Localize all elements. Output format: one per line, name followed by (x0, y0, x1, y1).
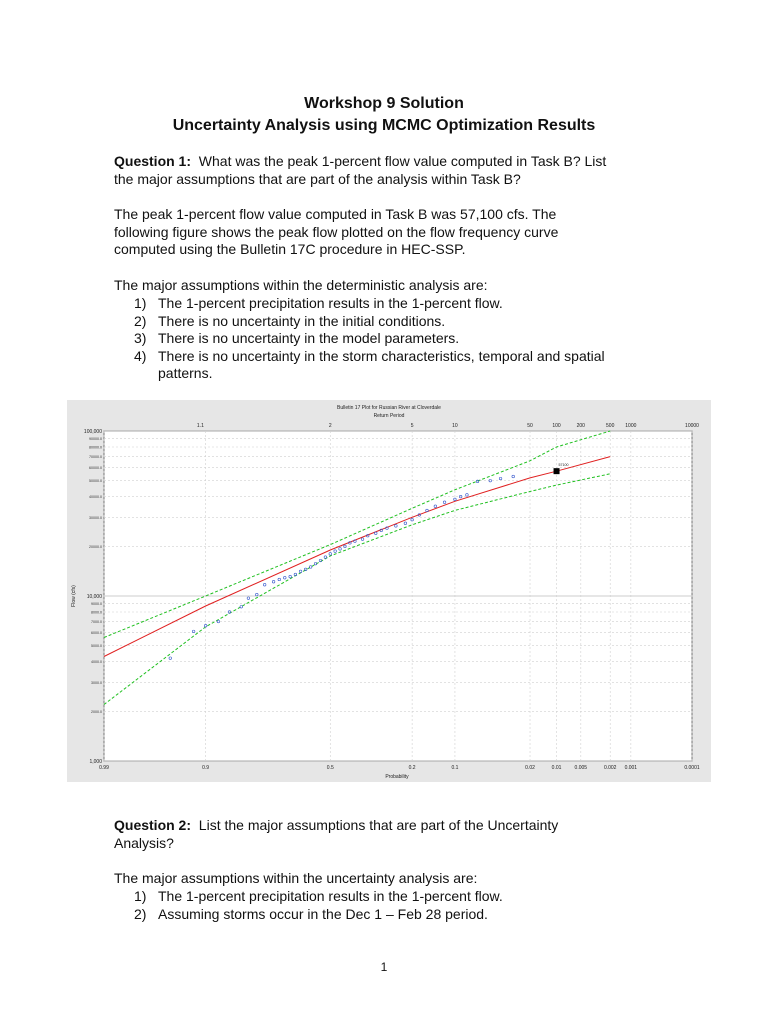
top-tick-label: 1000 (625, 423, 637, 429)
x-tick-label: 0.9 (202, 765, 210, 771)
top-tick-label: 500 (606, 423, 615, 429)
x-tick-label: 0.001 (624, 765, 638, 771)
chart-svg (67, 400, 711, 782)
list-number: 3) (134, 330, 147, 346)
assumptions-2-list (134, 888, 654, 923)
x-tick-label: 0.2 (408, 765, 416, 771)
list-item (134, 330, 654, 348)
x-tick-label: 0.002 (603, 765, 617, 771)
document-subtitle: Uncertainty Analysis using MCMC Optimization Results (172, 117, 596, 134)
list-number: 2) (134, 905, 147, 922)
list-number: 2) (134, 312, 147, 329)
x-tick-label: 0.02 (525, 765, 535, 771)
question-2-text-line2: Analysis? (114, 834, 174, 851)
list-number: 1) (134, 295, 147, 311)
top-tick-label: 100 (552, 423, 561, 429)
y-tick-label: 60000.0 (89, 466, 102, 471)
page-number: 1 (380, 960, 388, 974)
list-number: 4) (134, 347, 147, 364)
list-item (134, 348, 654, 383)
y-tick-label: 20000.0 (89, 544, 102, 549)
y-tick-label: 5000.0 (91, 644, 102, 649)
top-tick-label: 2 (328, 423, 332, 429)
top-tick-label: 10000 (685, 423, 699, 429)
y-tick-label: 1,000 (89, 759, 102, 765)
x-tick-label: 0.1 (451, 765, 459, 771)
top-tick-label: 200 (576, 423, 585, 429)
list-item (134, 888, 654, 906)
y-tick-label: 100,000 (83, 429, 102, 435)
y-tick-label: 10,000 (86, 594, 102, 600)
assumptions-1-intro: The major assumptions within the deterministic analysis are: (114, 277, 488, 293)
list-text-cont: patterns. (158, 365, 213, 381)
top-axis-label: Return Period (373, 413, 405, 419)
top-tick-label: 50 (527, 423, 533, 429)
chart-title: Bulletin 17 Plot for Russian River at Cloverdale (337, 405, 441, 411)
x-tick-label: 0.01 (551, 765, 562, 771)
x-tick-label: 0.5 (326, 765, 334, 771)
x-axis-label: Probability (385, 774, 409, 780)
top-tick-label: 1.1 (196, 423, 204, 429)
question-1-text-line2: the major assumptions that are part of the analysis within Task B? (114, 170, 521, 187)
flow-frequency-chart (67, 400, 711, 782)
question-2-label: Question 2: (114, 817, 192, 833)
y-axis-label: Flow (cfs) (71, 585, 77, 607)
list-item (134, 295, 654, 313)
answer-1-line1: The peak 1-percent flow value computed in Task B was 57,100 cfs. The (114, 206, 557, 222)
y-tick-label: 90000.0 (89, 437, 102, 442)
x-tick-label: 0.005 (574, 765, 588, 771)
peak-flow-label: 57100 (558, 463, 569, 468)
y-tick-label: 3000.0 (91, 680, 102, 685)
question-1-text-line1: What was the peak 1-percent flow value computed in Task B? List (198, 153, 607, 169)
y-tick-label: 70000.0 (89, 455, 102, 460)
y-tick-label: 7000.0 (91, 620, 102, 625)
list-text: The 1-percent precipitation results in the 1-percent flow. (158, 888, 503, 904)
y-tick-label: 50000.0 (89, 479, 102, 484)
answer-1-line3: computed using the Bulletin 17C procedure in HEC-SSP. (114, 241, 466, 257)
y-tick-label: 8000.0 (91, 610, 102, 615)
list-text: There is no uncertainty in the storm characteristics, temporal and spatial (158, 347, 605, 364)
document-title: Workshop 9 Solution (304, 95, 464, 112)
list-item (134, 906, 654, 924)
y-tick-label: 2000.0 (91, 709, 102, 714)
list-text: There is no uncertainty in the model parameters. (158, 330, 460, 346)
assumptions-1-list (134, 295, 654, 383)
y-tick-label: 9000.0 (91, 602, 102, 607)
question-2 (114, 817, 654, 852)
question-1-label: Question 1: (114, 153, 192, 169)
list-text: Assuming storms occur in the Dec 1 – Feb 28 period. (158, 905, 488, 922)
list-item (134, 313, 654, 331)
x-tick-label: 0.0001 (684, 765, 700, 771)
question-1 (114, 153, 654, 188)
list-text: The 1-percent precipitation results in the 1-percent flow. (158, 295, 503, 311)
list-text: There is no uncertainty in the initial conditions. (158, 312, 446, 329)
answer-1 (114, 206, 654, 259)
list-number: 1) (134, 888, 147, 904)
y-tick-label: 6000.0 (91, 631, 102, 636)
peak-flow-marker (554, 468, 560, 474)
y-tick-label: 80000.0 (89, 445, 102, 450)
top-tick-label: 5 (410, 423, 414, 429)
assumptions-2-intro: The major assumptions within the uncertainty analysis are: (114, 870, 478, 886)
x-tick-label: 0.99 (99, 765, 109, 771)
question-2-text-line1: List the major assumptions that are part of the Uncertainty (198, 817, 559, 833)
y-tick-label: 40000.0 (89, 495, 102, 500)
top-tick-label: 10 (452, 423, 458, 429)
y-tick-label: 30000.0 (89, 515, 102, 520)
answer-1-line2: following figure shows the peak flow plotted on the flow frequency curve (114, 223, 559, 240)
y-tick-label: 4000.0 (91, 660, 102, 665)
